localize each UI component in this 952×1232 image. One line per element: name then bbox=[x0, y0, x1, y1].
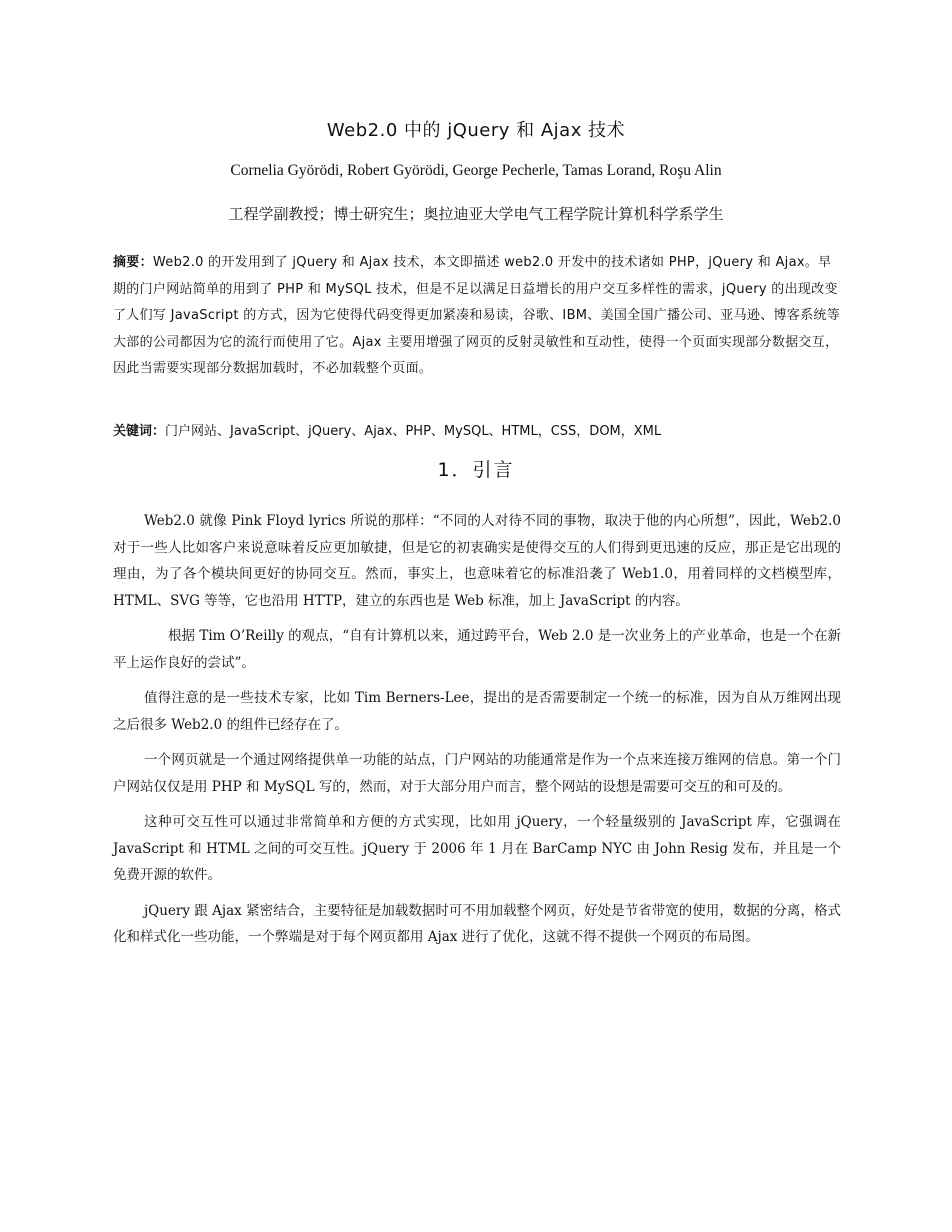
paper-title: Web2.0 中的 jQuery 和 Ajax 技术 bbox=[326, 120, 626, 141]
abstract bbox=[113, 250, 841, 383]
keywords bbox=[113, 419, 841, 445]
keywords-text: 门户网站、JavaScript、jQuery、Ajax、PHP、MySQL、HTML，CSS，DOM，XML bbox=[165, 424, 662, 439]
author-affiliation: 工程学副教授；博士研究生；奥拉迪亚大学电气工程学院计算机科学系学生 bbox=[228, 205, 724, 223]
section-body bbox=[113, 508, 841, 960]
paragraph: 一个网页就是一个通过网络提供单一功能的站点，门户网站的功能通常是作为一个点来连接万维网的信息。第一个门户网站仅仅是用 PHP 和 MySQL 写的，然而，对于大部分用户而言，整个网站的设想是需要可交互的和可及的。 bbox=[113, 752, 841, 795]
author-list: Cornelia Györödi, Robert Györödi, George Pecherle, Tamas Lorand, Roşu Alin bbox=[230, 162, 722, 179]
paragraph: 根据 Tim O’Reilly 的观点，“自有计算机以来，通过跨平台，Web 2.0 是一次业务上的产业革命，也是一个在新平上运作良好的尝试”。 bbox=[113, 628, 841, 671]
paragraph: Web2.0 就像 Pink Floyd lyrics 所说的那样：“不同的人对待不同的事物，取决于他的内心所想”，因此，Web2.0 对于一些人比如客户来说意味着反应更加敏捷，但是它的初衷确实是使得交互的人们得到更迅速的反应，那正是它出现的理由，为了各个模块间更好的协同交互。然而，事实上，也意味着它的标准沿袭了 Web1.0，用着同样的文档模型库，HTML、SVG 等等，它也沿用 HTTP，建立的东西也是 Web 标准，加上 JavaScript 的内容。 bbox=[113, 513, 841, 609]
abstract-text: Web2.0 的开发用到了 jQuery 和 Ajax 技术，本文即描述 web2.0 开发中的技术诸如 PHP，jQuery 和 Ajax。早期的门户网站简单的用到了 PHP 和 MySQL 技术，但是不足以满足日益增长的用户交互多样性的需求，jQuery 的出现改变了人们写 JavaScript 的方式，因为它使得代码变得更加紧凑和易读，谷歌、IBM、美国全国广播公司、亚马逊、博客系统等大部的公司都因为它的流行而使用了它。Ajax 主要用增强了网页的反射灵敏性和互动性，使得一个页面实现部分数据交互，因此当需要实现部分数据加载时，不必加载整个页面。 bbox=[113, 255, 840, 376]
abstract-label: 摘要： bbox=[113, 255, 153, 270]
keywords-label: 关键词： bbox=[113, 424, 166, 439]
paragraph: 这种可交互性可以通过非常简单和方便的方式实现，比如用 jQuery，一个轻量级别的 JavaScript 库，它强调在 JavaScript 和 HTML 之间的可交互性。jQuery 于 2006 年 1 月在 BarCamp NYC 由 John Resig 发布，并且是一个免费开源的软件。 bbox=[113, 814, 841, 883]
paragraph: 值得注意的是一些技术专家，比如 Tim Berners-Lee，提出的是否需要制定一个统一的标准，因为自从万维网出现之后很多 Web2.0 的组件已经存在了。 bbox=[113, 690, 841, 733]
section-heading: 1．引言 bbox=[437, 459, 515, 481]
paragraph: jQuery 跟 Ajax 紧密结合，主要特征是加载数据时可不用加载整个网页，好处是节省带宽的使用，数据的分离，格式化和样式化一些功能，一个弊端是对于每个网页都用 Ajax 进行了优化，这就不得不提供一个网页的布局图。 bbox=[113, 902, 841, 945]
